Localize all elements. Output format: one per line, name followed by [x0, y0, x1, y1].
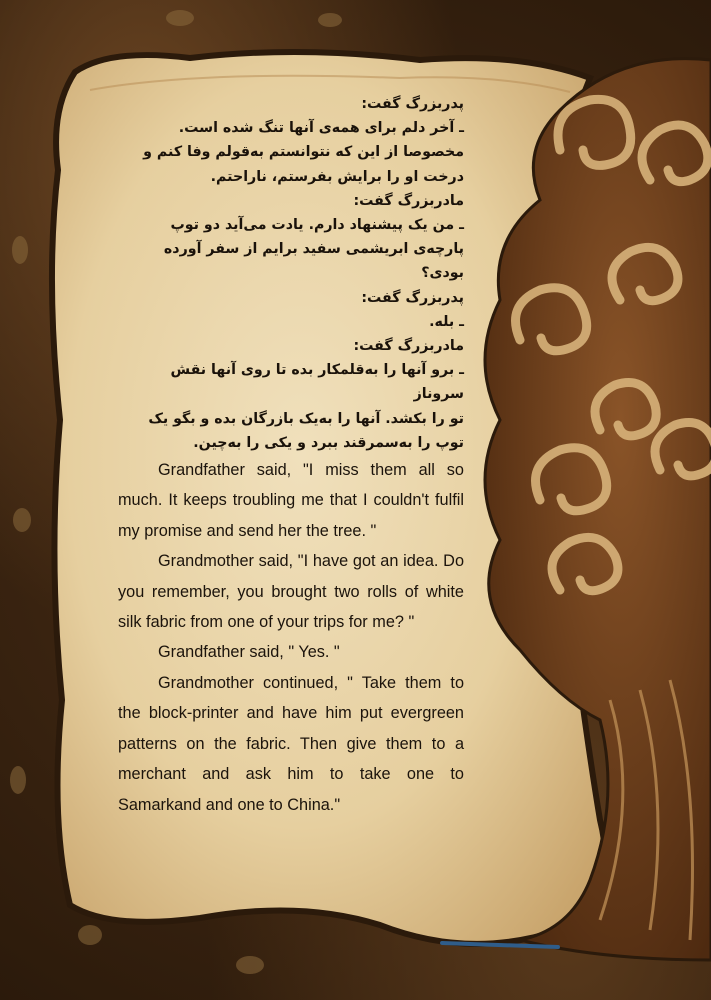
- persian-line: ـ برو آنها را به‌قلمکار بده تا روی آنها نقش سروناز: [170, 362, 464, 403]
- english-paragraph: Grandfather said, " Yes. ": [158, 643, 340, 662]
- persian-line: ـ آخر دلم برای همه‌ی آنها تنگ شده است.: [178, 120, 464, 137]
- persian-line: پارچه‌ی ابریشمی سفید برایم از سفر آورده بودی؟: [163, 241, 464, 282]
- persian-line: توپ را به‌سمرقند ببرد و یکی را به‌چین.: [193, 434, 464, 451]
- persian-line: تو را بکشد. آنها را به‌یک بازرگان بده و بگو یک: [148, 410, 464, 427]
- persian-line: ـ من یک پیشنهاد دارم. یادت می‌آید دو توپ: [170, 217, 464, 234]
- persian-line: مخصوصا از این که نتوانستم به‌قولم وفا کنم و: [143, 144, 464, 161]
- persian-line: مادربزرگ گفت:: [353, 338, 464, 355]
- text-area: [118, 92, 464, 820]
- persian-line: مادربزرگ گفت:: [353, 192, 464, 209]
- persian-line: درخت او را برایش بفرستم، ناراحتم.: [210, 168, 464, 185]
- persian-line: پدربزرگ گفت:: [361, 289, 464, 306]
- persian-text: [118, 92, 464, 455]
- persian-line: ـ بله.: [429, 313, 464, 330]
- english-paragraph: Grandfather said, "I miss them all so much. It keeps troubling me that I couldn't fulfil my promise and send her the tree. ": [118, 461, 464, 540]
- persian-line: پدربزرگ گفت:: [361, 96, 464, 112]
- english-paragraph: Grandmother continued, " Take them to the block-printer and have him put evergreen patterns on the fabric. Then give them to a merchant and ask him to take one to Samarkand and one to China.": [118, 673, 464, 814]
- english-paragraph: Grandmother said, "I have got an idea. Do you remember, you brought two rolls of white silk fabric from one of your trips for me? ": [118, 552, 464, 632]
- english-text: [118, 455, 464, 820]
